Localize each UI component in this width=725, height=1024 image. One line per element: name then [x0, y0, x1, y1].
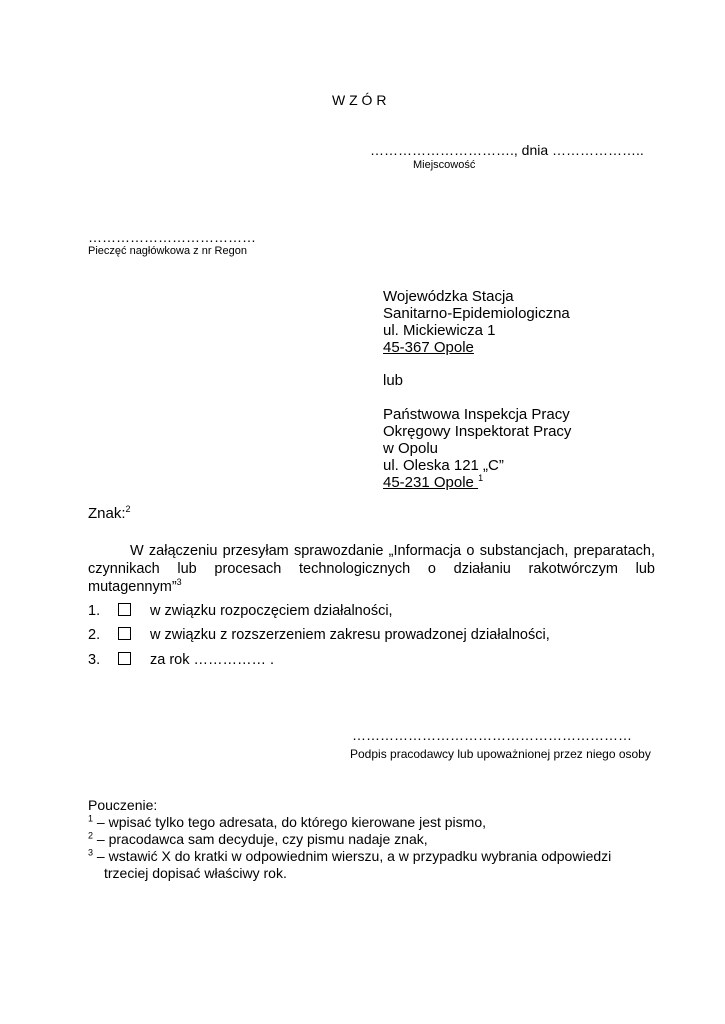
or-text: lub — [383, 372, 404, 389]
recipient1-line: Wojewódzka Stacja — [383, 288, 514, 305]
instructions — [88, 797, 611, 882]
recipient2-line: w Opolu — [383, 440, 439, 457]
signature-caption: Podpis pracodawcy lub upoważnionej przez niego osoby — [350, 747, 651, 761]
place-date-line[interactable]: …………………………., dnia ……………….. — [370, 142, 644, 158]
footnote-marker: 2 — [88, 830, 94, 841]
footnote-marker: 3 — [88, 847, 94, 858]
document-title: W Z Ó R — [332, 92, 387, 108]
instruction-text: – wstawić X do kratki w odpowiednim wierszu, a w przypadku wybrania odpowiedzi — [93, 848, 612, 864]
recipient1-line: Sanitarno-Epidemiologiczna — [383, 305, 570, 322]
option-text: za rok …………… . — [150, 652, 275, 668]
instruction-item — [88, 831, 611, 848]
place-caption: Miejscowość — [413, 159, 476, 171]
instruction-text: – wpisać tylko tego adresata, do którego kierowane jest pismo, — [93, 814, 486, 830]
signature-line[interactable]: …………………………………………………… — [352, 727, 632, 743]
option-number: 3. — [88, 652, 101, 668]
option-checkbox[interactable] — [118, 603, 131, 616]
intro-paragraph — [88, 542, 655, 596]
recipient2-line: ul. Oleska 121 „C” — [383, 457, 504, 474]
option-checkbox[interactable] — [118, 652, 131, 665]
option-number: 2. — [88, 627, 101, 643]
footnote-marker: 3 — [176, 577, 182, 588]
intro-text: W załączeniu przesyłam sprawozdanie „Informacja o substancjach, preparatach, czynnikach lub procesach technologicznych o działaniu rakotwórczym lub mutagennym” — [88, 543, 655, 595]
instruction-item — [88, 814, 611, 831]
option-number: 1. — [88, 603, 101, 619]
reference-label — [88, 505, 131, 522]
instructions-heading: Pouczenie: — [88, 797, 158, 813]
footnote-marker: 1 — [88, 813, 94, 824]
instruction-item — [88, 848, 611, 865]
recipient-sanepid — [383, 288, 570, 356]
footnote-marker: 1 — [478, 473, 484, 483]
footnote-marker: 2 — [125, 504, 131, 514]
option-text: w związku rozpoczęciem działalności, — [150, 603, 393, 619]
instruction-continuation: trzeciej dopisać właściwy rok. — [104, 865, 287, 881]
stamp-caption: Pieczęć nagłówkowa z nr Regon — [88, 245, 247, 257]
option-checkbox[interactable] — [118, 627, 131, 640]
recipient2-line: Państwowa Inspekcja Pracy — [383, 406, 570, 423]
recipient1-postal: 45-367 Opole — [383, 339, 474, 356]
recipient1-line: ul. Mickiewicza 1 — [383, 322, 496, 339]
recipient2-postal-row — [383, 474, 571, 491]
recipient-pip — [383, 406, 571, 491]
stamp-line[interactable]: ……………………………… — [88, 229, 256, 245]
recipient2-postal: 45-231 Opole — [383, 474, 479, 491]
option-text: w związku z rozszerzeniem zakresu prowadzonej działalności, — [150, 627, 550, 643]
instruction-text: – pracodawca sam decyduje, czy pismu nadaje znak, — [93, 831, 428, 847]
recipient2-line: Okręgowy Inspektorat Pracy — [383, 423, 572, 440]
reference-text: Znak: — [88, 505, 126, 522]
